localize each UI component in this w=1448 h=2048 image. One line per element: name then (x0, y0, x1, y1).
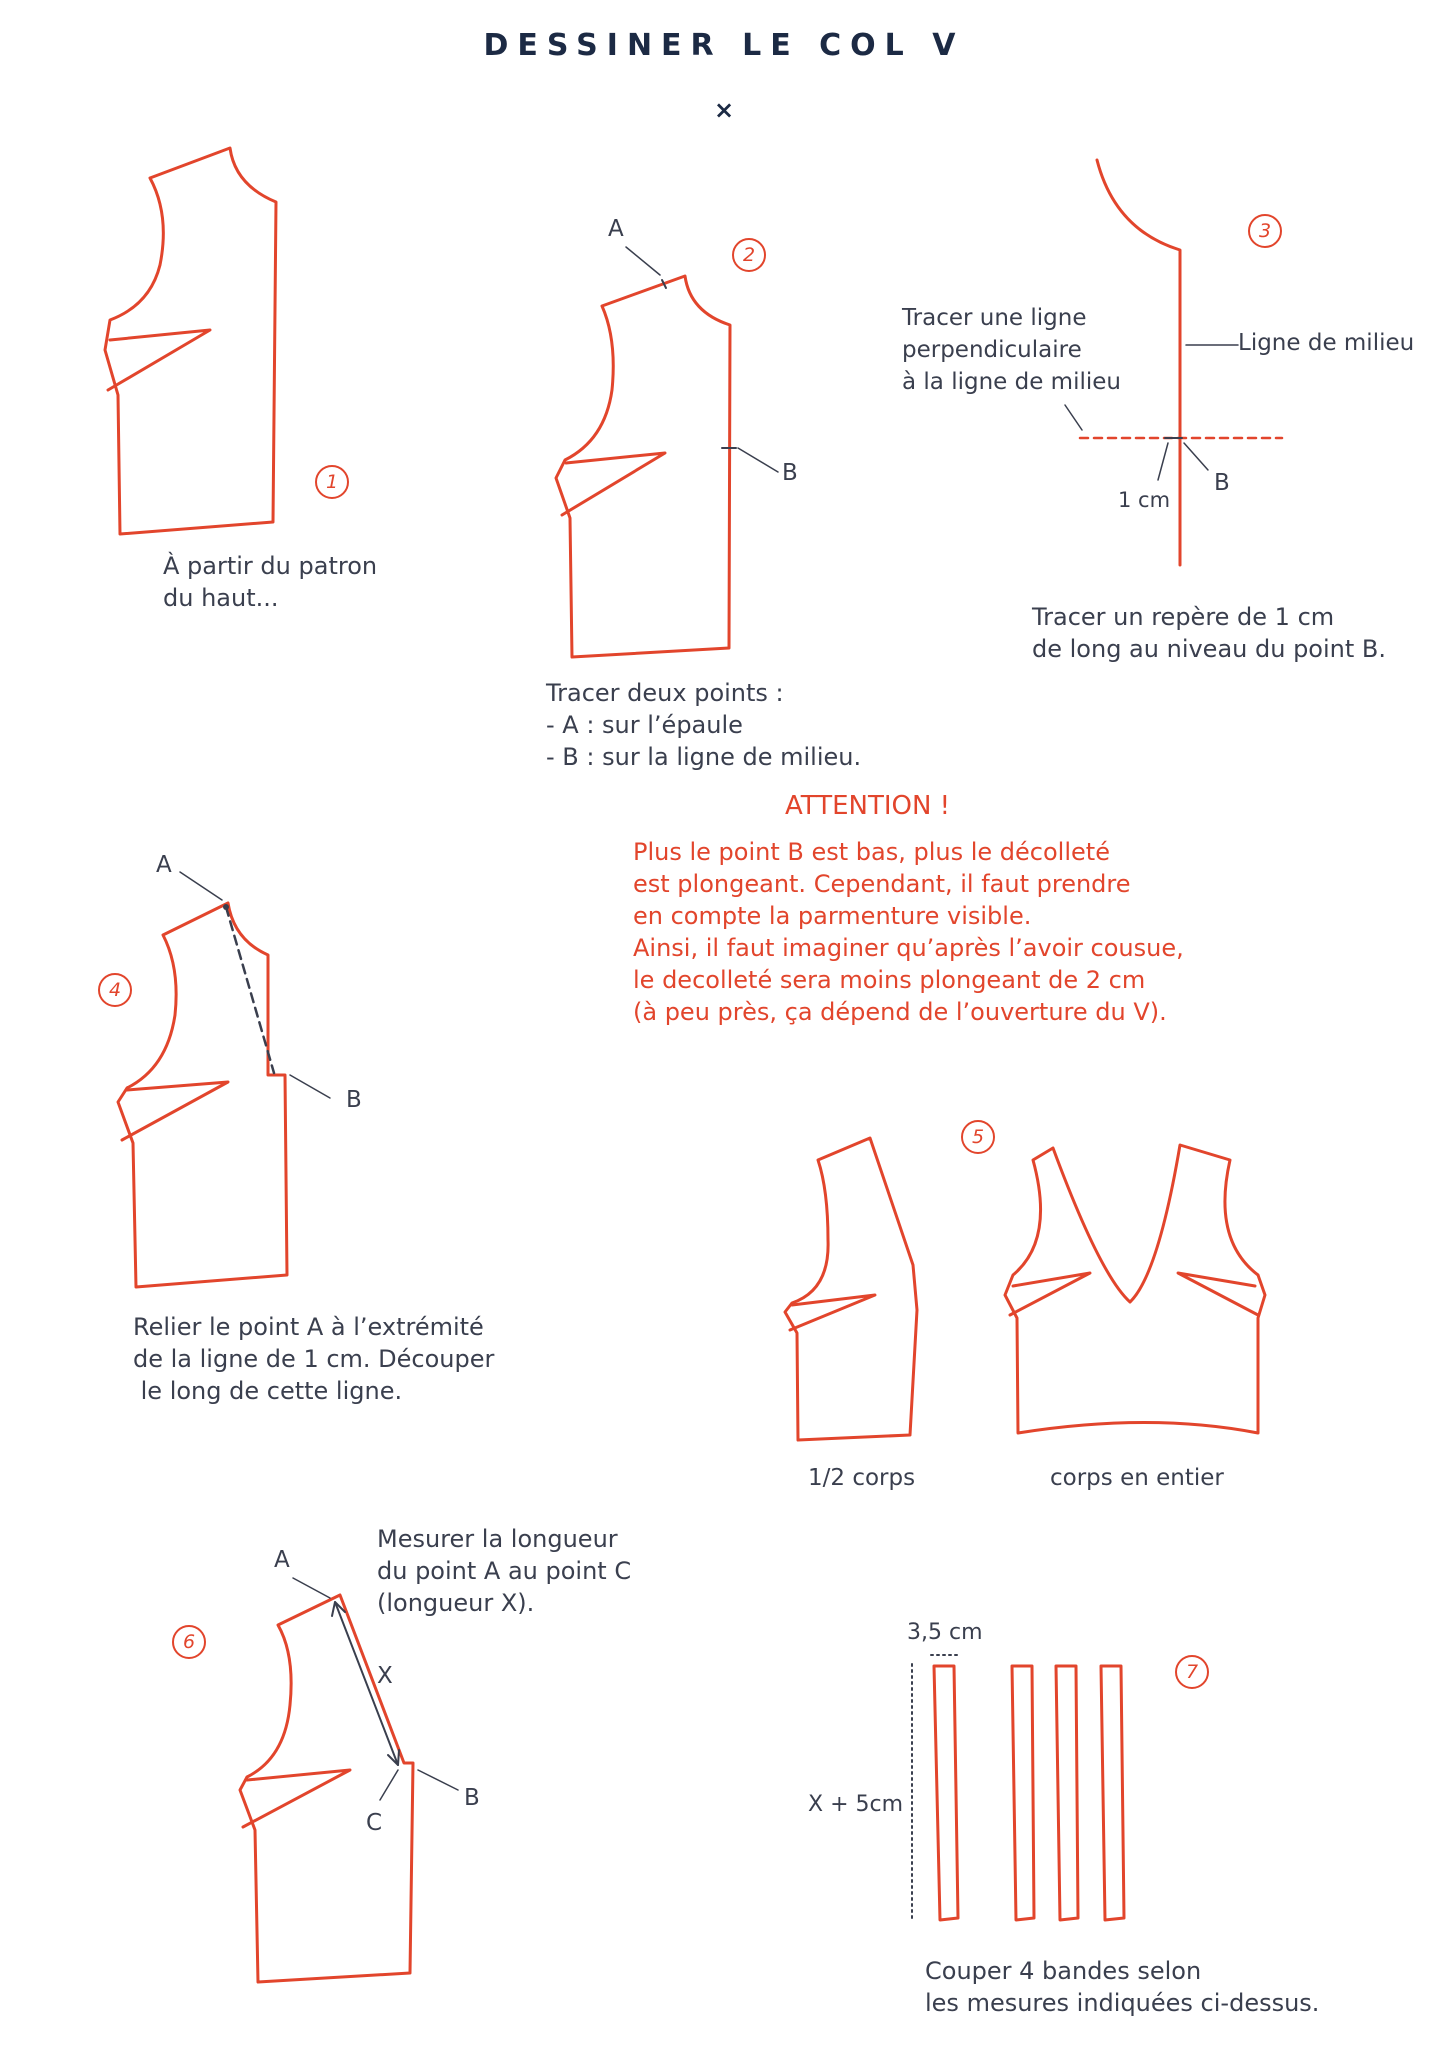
step7-text (925, 1955, 1319, 2019)
attention-line: Ainsi, il faut imaginer qu’après l’avoir cousue, (633, 934, 1184, 962)
step6-text-line: (longueur X). (377, 1589, 535, 1617)
step1-text (163, 550, 377, 614)
step5-full-body-label: corps en entier (1050, 1465, 1224, 1491)
step3-text-line: de long au niveau du point B. (1032, 635, 1386, 663)
attention-line: est plongeant. Cependant, il faut prendre (633, 870, 1131, 898)
step7-number: 7 (1175, 1655, 1209, 1689)
step3-number: 3 (1248, 214, 1282, 248)
step1-number: 1 (315, 465, 349, 499)
step4-text-line: de la ligne de 1 cm. Découper (133, 1345, 495, 1373)
step4-label-b: B (346, 1087, 362, 1113)
step1-text-line: À partir du patron (163, 552, 378, 580)
step2-text-line: - B : sur la ligne de milieu. (546, 743, 862, 771)
step6-label-c: C (366, 1810, 383, 1836)
step6-label-a: A (274, 1547, 290, 1573)
step5-half-body (785, 1138, 917, 1440)
step6-label-x: X (377, 1663, 393, 1689)
step6-label-b: B (464, 1785, 480, 1811)
step1-text-line: du haut... (163, 584, 279, 612)
step3-centerline-label: Ligne de milieu (1238, 330, 1415, 356)
step3-text-line: Tracer un repère de 1 cm (1032, 603, 1335, 631)
step7-width-label: 3,5 cm (907, 1620, 983, 1645)
attention-line: le decolleté sera moins plongeant de 2 cm (633, 966, 1146, 994)
attention-line: (à peu près, ça dépend de l’ouverture du V). (633, 998, 1167, 1026)
step3-cm-label: 1 cm (1118, 488, 1171, 512)
step2-number: 2 (732, 238, 766, 272)
step7-length-label: X + 5cm (808, 1792, 904, 1817)
step3-text (1032, 601, 1386, 665)
step4-text-line: le long de cette ligne. (133, 1377, 403, 1405)
step5-full-body (1005, 1145, 1265, 1433)
step4-text (133, 1311, 494, 1407)
step4-number: 4 (98, 973, 132, 1007)
page-title: DESSINER LE COL V (483, 28, 965, 63)
step4-leaders (180, 872, 330, 1098)
step2-bodice (556, 276, 736, 657)
step4-label-a: A (156, 852, 172, 878)
step3-perp-line: Tracer une ligne (902, 305, 1087, 331)
step7-text-line: les mesures indiquées ci-dessus. (925, 1989, 1320, 2017)
step6-text (377, 1523, 631, 1619)
step2-label-b: B (782, 460, 798, 486)
step6-text-line: du point A au point C (377, 1557, 632, 1585)
step4-bodice (118, 903, 287, 1287)
step6-text-line: Mesurer la longueur (377, 1525, 618, 1553)
attention-heading: ATTENTION ! (785, 791, 951, 821)
step2-text-line: - A : sur l’épaule (546, 711, 743, 739)
step3-perp-line: à la ligne de milieu (902, 369, 1121, 395)
attention-line: en compte la parmenture visible. (633, 902, 1032, 930)
step5-half-body-label: 1/2 corps (808, 1465, 916, 1491)
step1-bodice (105, 148, 276, 534)
attention-line: Plus le point B est bas, plus le décolleté (633, 838, 1110, 866)
step4-text-line: Relier le point A à l’extrémité (133, 1313, 484, 1341)
step2-text (546, 677, 861, 773)
step7-strips (934, 1666, 1124, 1920)
step2-text-line: Tracer deux points : (546, 679, 784, 707)
step7-text-line: Couper 4 bandes selon (925, 1957, 1202, 1985)
step6-number: 6 (172, 1625, 206, 1659)
step5-number: 5 (961, 1120, 995, 1154)
step3-perp-line: perpendiculaire (902, 337, 1082, 363)
title-separator: × (713, 96, 735, 124)
step2-label-a: A (608, 216, 624, 242)
step2-leaders (626, 247, 778, 472)
attention-text (633, 836, 1184, 1028)
step3-perpendicular-note (902, 302, 1121, 398)
step3-label-b: B (1214, 470, 1230, 496)
